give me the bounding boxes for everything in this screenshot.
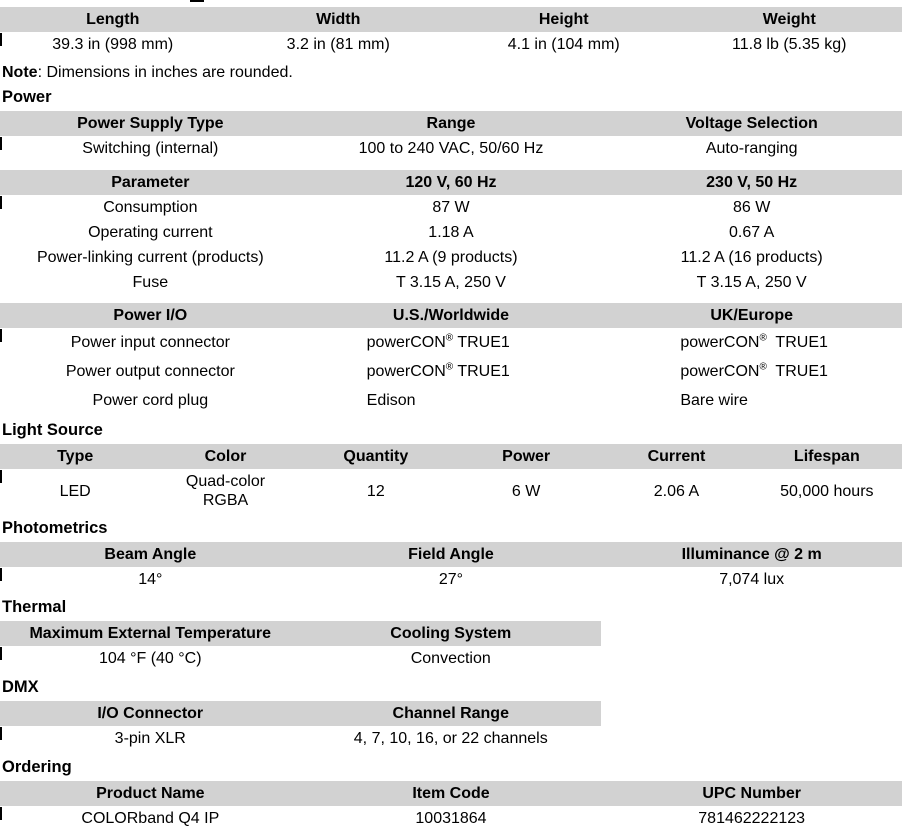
column-header: Range [301, 111, 602, 136]
cell: Fuse [0, 270, 301, 295]
section-heading-dmx: DMX [2, 678, 39, 696]
table-row [0, 32, 902, 57]
column-header: Illuminance @ 2 m [601, 542, 902, 567]
column-header: Lifespan [752, 444, 902, 469]
cell: 11.2 A (9 products) [301, 245, 602, 270]
cell: COLORband Q4 IP [0, 806, 301, 830]
cell: Quad-color RGBA [150, 469, 300, 513]
column-header: Color [150, 444, 300, 469]
cell: 87 W [301, 195, 602, 220]
table-row [0, 245, 902, 270]
cell: powerCON® TRUE1 [601, 357, 902, 386]
header-row [0, 7, 902, 32]
power-parameters-table [0, 170, 902, 295]
column-header: Width [226, 7, 452, 32]
header-row [0, 542, 902, 567]
table-row [0, 646, 601, 671]
cell: Edison [301, 386, 602, 415]
cell: powerCON® TRUE1 [301, 328, 602, 357]
cell: 7,074 lux [601, 567, 902, 592]
cell: powerCON® TRUE1 [601, 328, 902, 357]
cell: 1.18 A [301, 220, 602, 245]
column-header: Voltage Selection [601, 111, 902, 136]
table-row [0, 270, 902, 295]
column-header: Type [0, 444, 150, 469]
column-header: Beam Angle [0, 542, 301, 567]
cell: 10031864 [301, 806, 602, 830]
dimensions-table [0, 7, 902, 57]
column-header: Length [0, 7, 226, 32]
header-row [0, 621, 601, 646]
column-header: 120 V, 60 Hz [301, 170, 602, 195]
cell: 86 W [601, 195, 902, 220]
table-row [0, 357, 902, 386]
table-row [0, 726, 601, 751]
column-header: Product Name [0, 781, 301, 806]
header-row [0, 444, 902, 469]
table-row [0, 806, 902, 830]
column-header: Field Angle [301, 542, 602, 567]
cell: 14° [0, 567, 301, 592]
note-label: Note [2, 64, 38, 81]
header-row [0, 170, 902, 195]
column-header: Current [601, 444, 751, 469]
cell: 3-pin XLR [0, 726, 301, 751]
photometrics-table [0, 542, 902, 592]
cell: Power output connector [0, 357, 301, 386]
cell: 12 [301, 469, 451, 513]
column-header: Maximum External Temperature [0, 621, 301, 646]
cell: 781462222123 [601, 806, 902, 830]
cell: 11.8 lb (5.35 kg) [677, 32, 902, 57]
column-header: Height [451, 7, 677, 32]
power-supply-table [0, 111, 902, 161]
column-header: I/O Connector [0, 701, 301, 726]
column-header: Weight [677, 7, 902, 32]
section-heading-light-source: Light Source [2, 421, 103, 439]
column-header: Channel Range [301, 701, 602, 726]
cell: Convection [301, 646, 602, 671]
cell: 11.2 A (16 products) [601, 245, 902, 270]
column-header: Power [451, 444, 601, 469]
ordering-table [0, 781, 902, 830]
cell: 0.67 A [601, 220, 902, 245]
cell: 50,000 hours [752, 469, 902, 513]
cell: Power cord plug [0, 386, 301, 415]
table-row [0, 469, 902, 513]
table-row [0, 567, 902, 592]
header-row [0, 111, 902, 136]
cell: Switching (internal) [0, 136, 301, 161]
table-row [0, 136, 902, 161]
column-header: Item Code [301, 781, 602, 806]
cell: powerCON® TRUE1 [301, 357, 602, 386]
section-heading-photometrics: Photometrics [2, 519, 108, 537]
table-row [0, 220, 902, 245]
cell: Operating current [0, 220, 301, 245]
table-row [0, 328, 902, 357]
cell: 6 W [451, 469, 601, 513]
scan-artifact [190, 0, 204, 2]
header-row [0, 781, 902, 806]
note-text: : Dimensions in inches are rounded. [37, 64, 293, 81]
column-header: Quantity [301, 444, 451, 469]
table-row [0, 386, 902, 415]
column-header: UPC Number [601, 781, 902, 806]
table-row [0, 195, 902, 220]
cell: 39.3 in (998 mm) [0, 32, 226, 57]
thermal-table [0, 621, 601, 671]
dimensions-note [2, 63, 902, 82]
cell: 27° [301, 567, 602, 592]
column-header: Parameter [0, 170, 301, 195]
cell: 4, 7, 10, 16, or 22 channels [301, 726, 602, 751]
column-header: U.S./Worldwide [301, 303, 602, 328]
cell: Auto-ranging [601, 136, 902, 161]
header-row [0, 701, 601, 726]
column-header: UK/Europe [601, 303, 902, 328]
section-heading-thermal: Thermal [2, 598, 67, 616]
power-io-table [0, 303, 902, 415]
cell: LED [0, 469, 150, 513]
cell: Bare wire [601, 386, 902, 415]
cell: 104 °F (40 °C) [0, 646, 301, 671]
section-heading-power: Power [2, 88, 52, 106]
section-heading-ordering: Ordering [2, 758, 72, 776]
cell: 100 to 240 VAC, 50/60 Hz [301, 136, 602, 161]
cell: 4.1 in (104 mm) [451, 32, 677, 57]
column-header: Power Supply Type [0, 111, 301, 136]
column-header: Cooling System [301, 621, 602, 646]
dmx-table [0, 701, 601, 751]
cell: Power input connector [0, 328, 301, 357]
cell: 3.2 in (81 mm) [226, 32, 452, 57]
cell: Consumption [0, 195, 301, 220]
cell: 2.06 A [601, 469, 751, 513]
header-row [0, 303, 902, 328]
column-header: 230 V, 50 Hz [601, 170, 902, 195]
cell: T 3.15 A, 250 V [301, 270, 602, 295]
cell: T 3.15 A, 250 V [601, 270, 902, 295]
light-source-table [0, 444, 902, 513]
column-header: Power I/O [0, 303, 301, 328]
cell: Power-linking current (products) [0, 245, 301, 270]
